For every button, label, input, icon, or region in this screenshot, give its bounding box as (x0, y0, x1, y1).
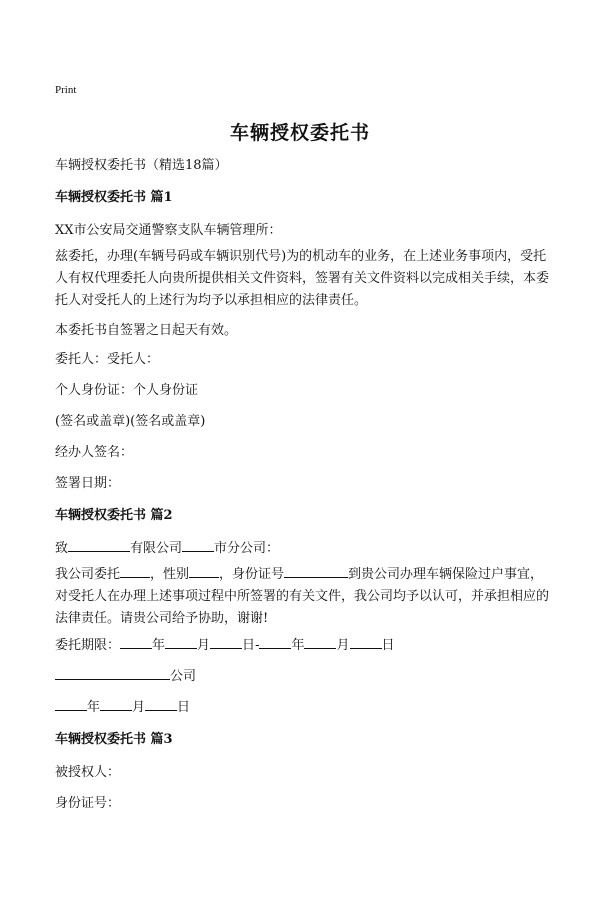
year-label: 年 (291, 638, 305, 653)
id-card-text: 个人身份证：个人身份证 (55, 383, 199, 398)
blank-field (182, 539, 214, 552)
blank-field (304, 636, 336, 649)
dash: - (255, 638, 260, 653)
company-line (55, 665, 196, 684)
to-company: 有限公司 (130, 541, 183, 556)
grantee-label: 被授权人： (55, 765, 121, 780)
blank-field (55, 667, 170, 680)
p1-d: 到贵公司办理车辆保险过户事宜，对受托人在办理上述事项过程中所签署的有关文件，我公司均予以认可，并承担相应的法律责任。请贵公司给予协助，谢谢! (55, 567, 550, 626)
period-line (55, 634, 395, 653)
p1-a: 我公司委托 (55, 567, 121, 582)
blank-field (120, 636, 152, 649)
blank-field (165, 636, 197, 649)
month-label: 月 (132, 700, 146, 715)
print-label: Print (55, 84, 77, 96)
to-prefix: 致 (55, 541, 69, 556)
id-number-label: 身份证号： (55, 796, 121, 811)
year-label: 年 (152, 638, 166, 653)
month-label: 月 (197, 638, 211, 653)
handler-signature: 经办人签名： (55, 445, 134, 460)
day-label: 日 (242, 638, 256, 653)
document-subtitle: 车辆授权委托书（精选18篇） (55, 158, 228, 173)
section-heading-3: 车辆授权委托书 篇3 (55, 732, 173, 747)
signing-date: 签署日期： (55, 476, 121, 491)
period-label: 委托期限： (55, 638, 121, 653)
blank-field (189, 565, 219, 578)
parties-text: 委托人：受托人： (55, 352, 160, 367)
blank-field (284, 565, 348, 578)
date-line (55, 696, 190, 715)
recipient-line (55, 537, 279, 556)
signature-text: (签名或盖章)(签名或盖章) (55, 414, 206, 429)
validity-text: 本委托书自签署之日起天有效。 (55, 323, 238, 338)
year-label: 年 (87, 700, 101, 715)
blank-field (145, 698, 177, 711)
addressee: XX市公安局交通警察支队车辆管理所： (55, 223, 282, 238)
day-label: 日 (381, 638, 395, 653)
blank-field (210, 636, 242, 649)
p1-b: ，性别 (150, 567, 190, 582)
section-heading-1: 车辆授权委托书 篇1 (55, 190, 173, 205)
day-label: 日 (177, 700, 191, 715)
blank-field (259, 636, 291, 649)
blank-field (68, 539, 130, 552)
delegation-paragraph (55, 564, 555, 630)
blank-field (120, 565, 150, 578)
month-label: 月 (336, 638, 350, 653)
company-label: 公司 (170, 669, 197, 684)
authorization-paragraph: 兹委托，办理(车辆号码或车辆识别代号)为的机动车的业务，在上述业务事项内，受托人有权代理委托人向贵所提供相关文件资料，签署有关文件资料以完成相关手续，本委托人对受托人的上述行为均予以承担相应的法律责任。 (55, 249, 550, 308)
blank-field (350, 636, 382, 649)
p1-c: ，身份证号 (219, 567, 285, 582)
blank-field (55, 698, 87, 711)
to-branch: 市分公司： (214, 541, 280, 556)
blank-field (100, 698, 132, 711)
document-title: 车辆授权委托书 (229, 122, 370, 144)
section-heading-2: 车辆授权委托书 篇2 (55, 508, 173, 523)
